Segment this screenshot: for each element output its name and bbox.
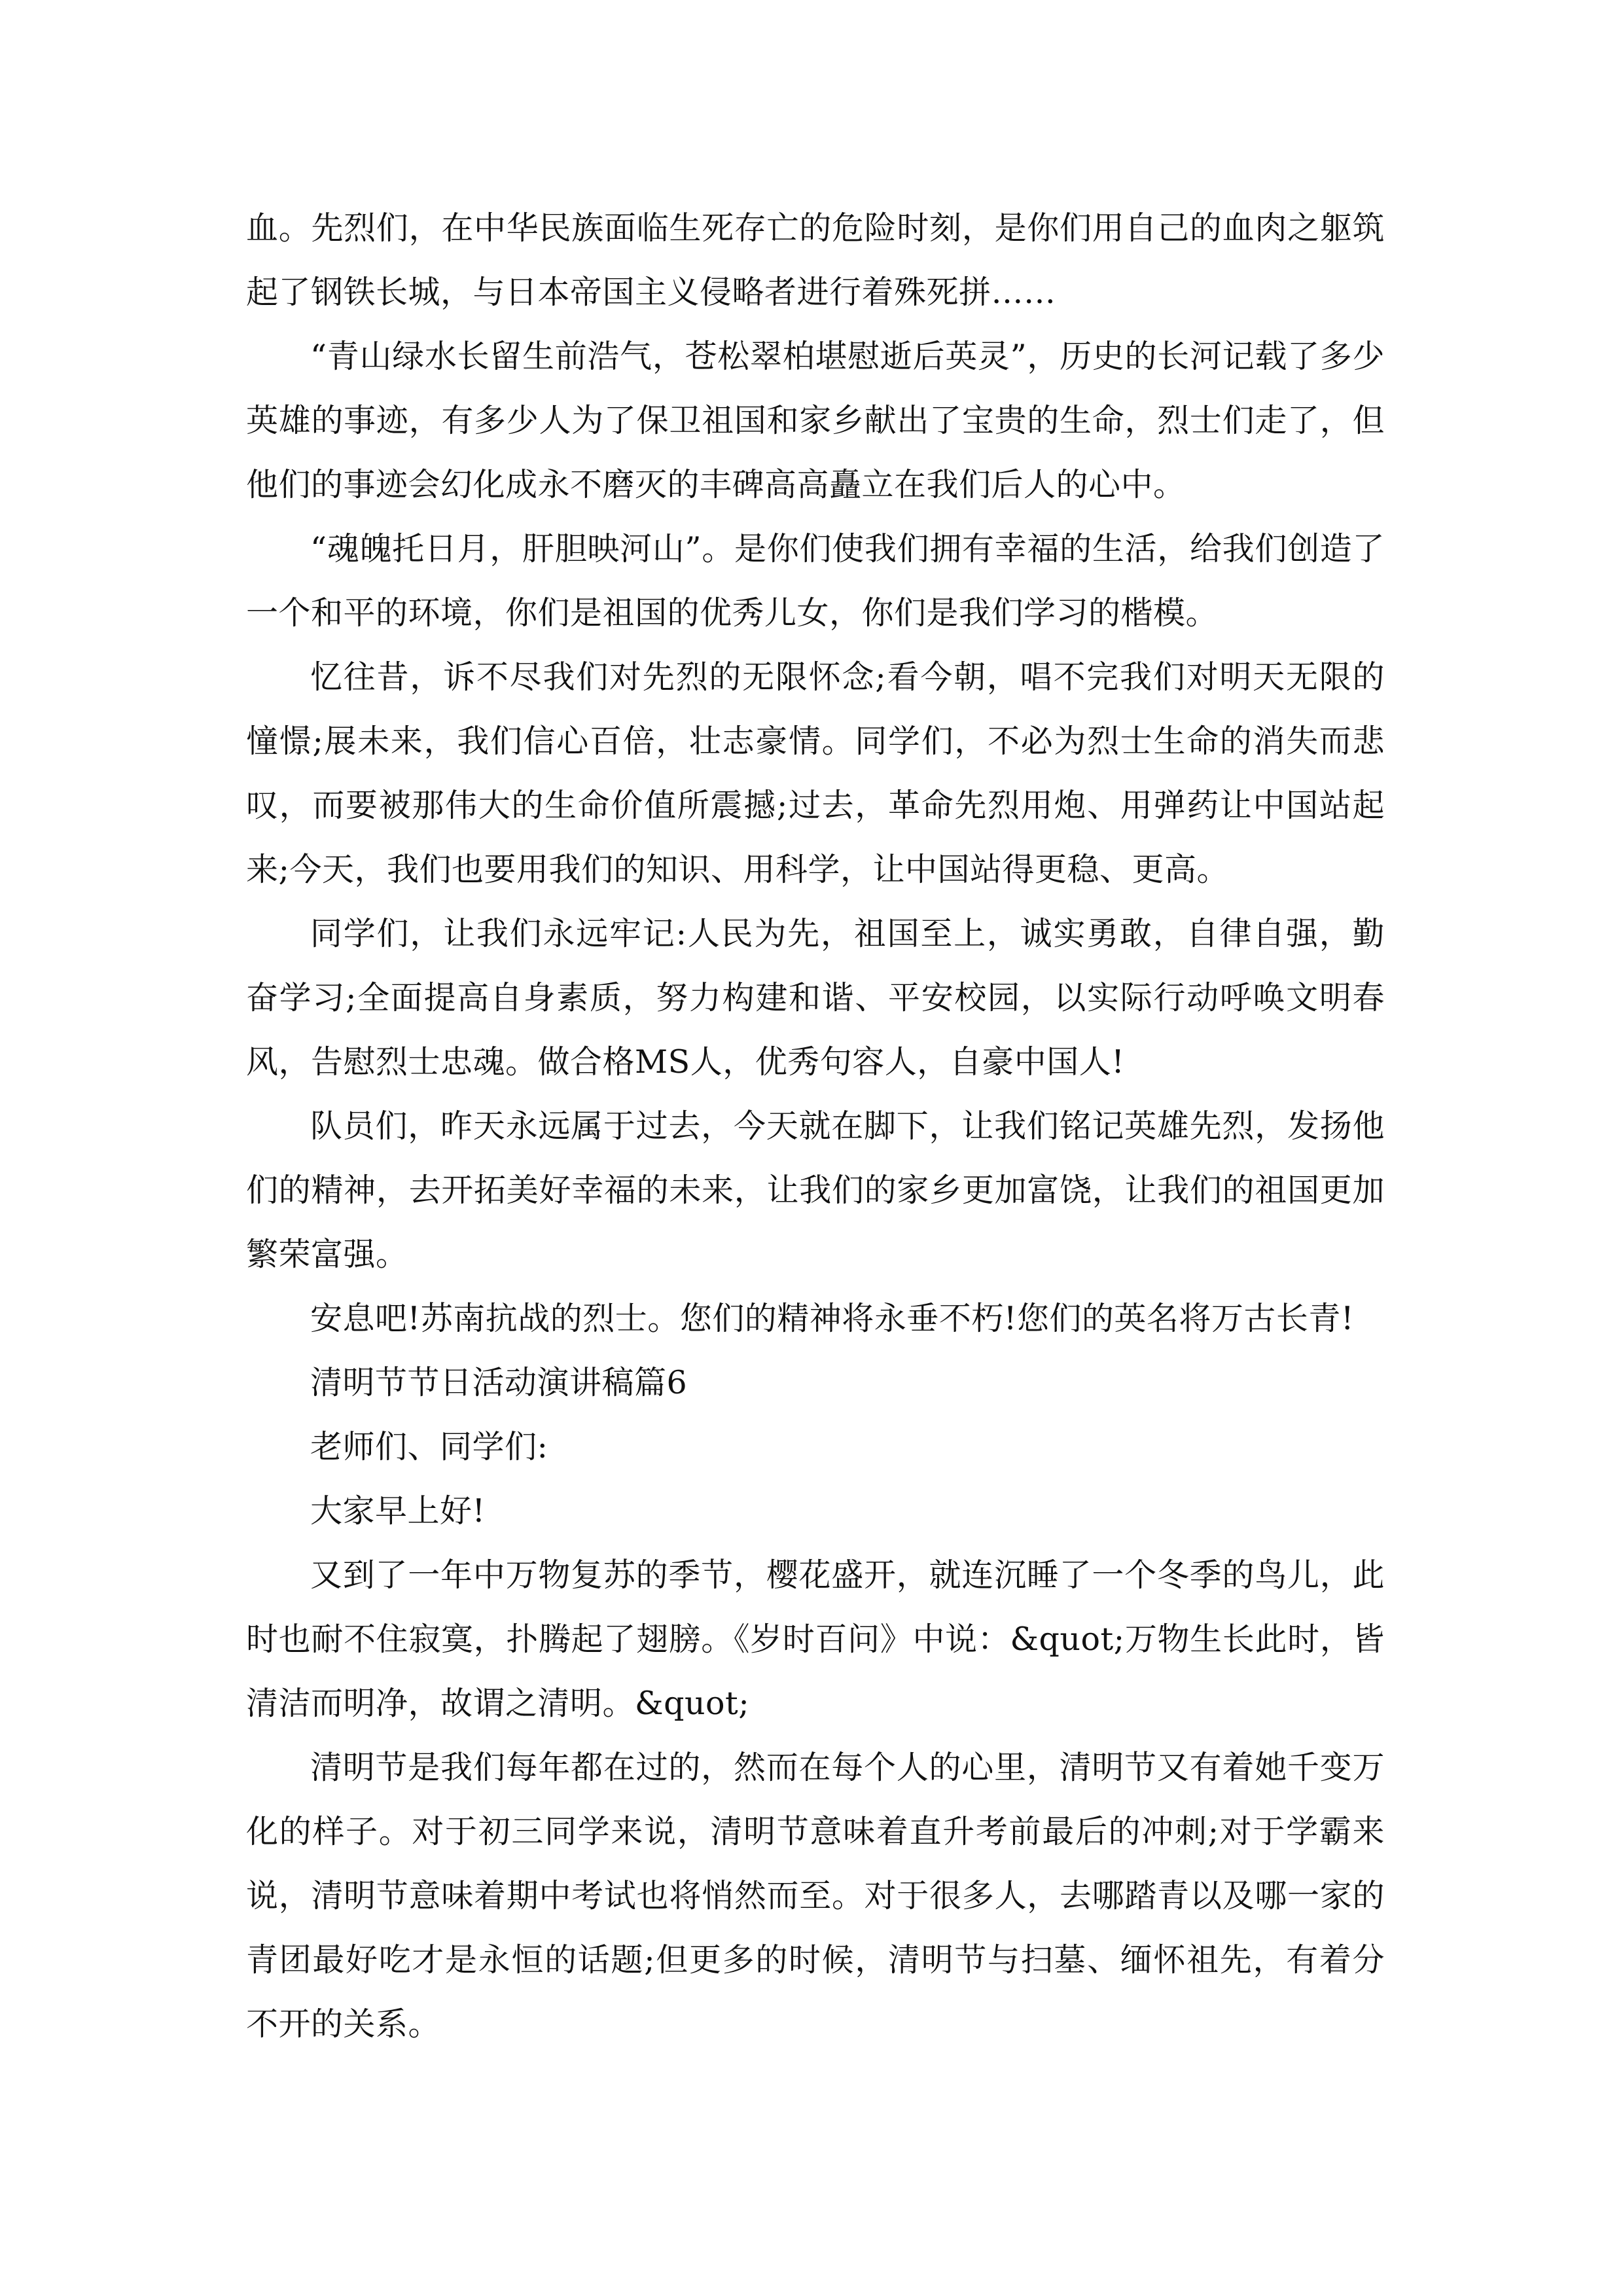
paragraph: 忆往昔，诉不尽我们对先烈的无限怀念;看今朝，唱不完我们对明天无限的憧憬;展未来，我们信心百倍，壮志豪情。同学们，不必为烈士生命的消失而悲叹，而要被那伟大的生命价值所震撼;过去，革命先烈用炮、用弹药让中国站起来;今天，我们也要用我们的知识、用科学，让中国站得更稳、更高。 xyxy=(246,658,1385,888)
salutation: 老师们、同学们: xyxy=(310,1428,548,1465)
paragraph-continuation: 血。先烈们，在中华民族面临生死存亡的危险时刻，是你们用自己的血肉之躯筑起了钢铁长城，与日本帝国主义侵略者进行着殊死拼…… xyxy=(246,209,1385,311)
paragraph: 同学们，让我们永远牢记:人民为先，祖国至上，诚实勇敢，自律自强，勤奋学习;全面提高自身素质，努力构建和谐、平安校园，以实际行动呼唤文明春风，告慰烈士忠魂。做合格MS人，优秀句容人，自豪中国人! xyxy=(246,915,1385,1081)
document-body xyxy=(246,196,1385,2056)
paragraph: 安息吧!苏南抗战的烈士。您们的精神将永垂不朽!您们的英名将万古长青! xyxy=(310,1300,1355,1337)
paragraph: “魂魄托日月，肝胆映河山”。是你们使我们拥有幸福的生活，给我们创造了一个和平的环境，你们是祖国的优秀儿女，你们是我们学习的楷模。 xyxy=(246,530,1385,632)
paragraph: 又到了一年中万物复苏的季节，樱花盛开，就连沉睡了一个冬季的鸟儿，此时也耐不住寂寞，扑腾起了翅膀。《岁时百问》中说：&quot;万物生长此时，皆清洁而明净，故谓之清明。&quot; xyxy=(246,1556,1385,1722)
greeting: 大家早上好! xyxy=(310,1492,486,1530)
paragraph: “青山绿水长留生前浩气，苍松翠柏堪慰逝后英灵”，历史的长河记载了多少英雄的事迹，有多少人为了保卫祖国和家乡献出了宝贵的生命，烈士们走了，但他们的事迹会幻化成永不磨灭的丰碑高高矗立在我们后人的心中。 xyxy=(246,338,1385,503)
paragraph: 队员们，昨天永远属于过去，今天就在脚下，让我们铭记英雄先烈，发扬他们的精神，去开拓美好幸福的未来，让我们的家乡更加富饶，让我们的祖国更加繁荣富强。 xyxy=(246,1107,1385,1273)
section-heading: 清明节节日活动演讲稿篇6 xyxy=(310,1364,688,1401)
paragraph: 清明节是我们每年都在过的，然而在每个人的心里，清明节又有着她千变万化的样子。对于初三同学来说，清明节意味着直升考前最后的冲刺;对于学霸来说，清明节意味着期中考试也将悄然而至。对于很多人，去哪踏青以及哪一家的青团最好吃才是永恒的话题;但更多的时候，清明节与扫墓、缅怀祖先，有着分不开的关系。 xyxy=(246,1749,1385,2043)
